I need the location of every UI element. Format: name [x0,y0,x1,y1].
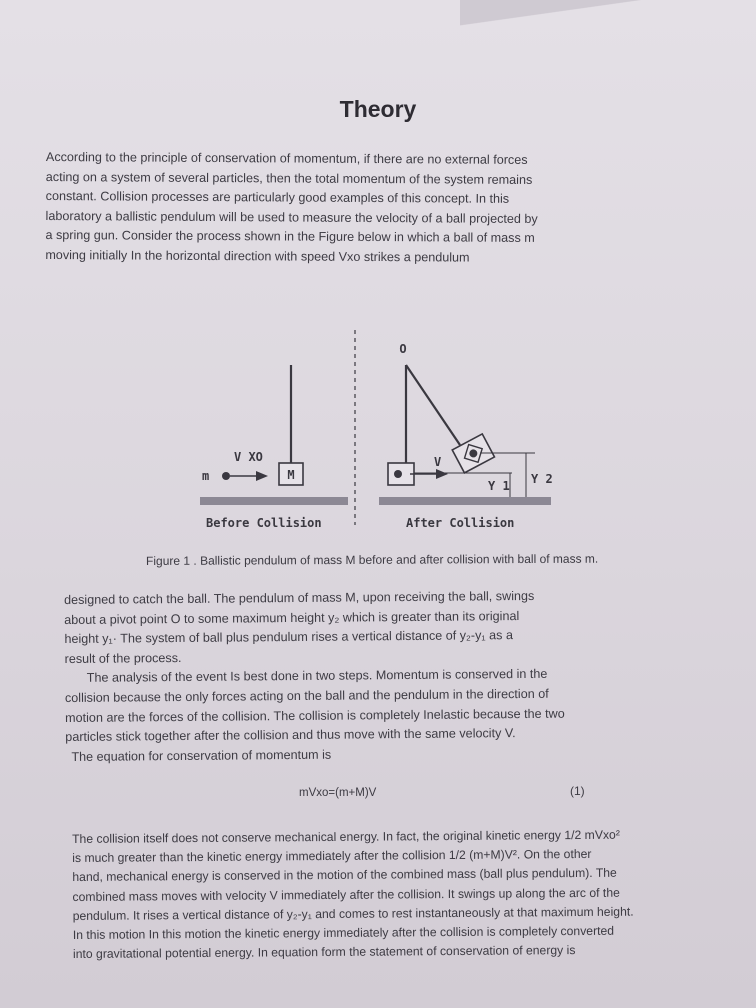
text-line: combined mass moves with velocity V immediately after the collision. It swings up along the arc of the [72,885,620,904]
equation-number: (1) [570,784,585,798]
text-line: about a pivot point O to some maximum height y₂ which is greater than its original [64,608,520,627]
text-line: particles stick together after the collision and thus move with the same velocity V. [65,726,516,745]
ball-in-block-rest [394,470,402,478]
text-line: laboratory a ballistic pendulum will be used to measure the velocity of a ball projected by [45,208,538,226]
text-line: height y₁· The system of ball plus pendulum rises a vertical distance of y₂-y₁ as a [64,628,514,647]
momentum-equation: mVxo=(m+M)V [299,787,377,799]
label-O: O [399,342,407,356]
label-V: V [434,455,442,469]
label-M: M [287,468,295,482]
intro-paragraph [45,148,606,269]
label-m: m [202,469,210,483]
label-vxo: V XO [234,450,263,464]
text-line: designed to catch the ball. The pendulum of mass M, upon receiving the ball, swings [64,588,535,607]
text-line: moving initially In the horizontal direction with speed Vxo strikes a pendulum [45,247,470,265]
label-y2: Y 2 [531,472,553,486]
text-line: The collision itself does not conserve mechanical energy. In fact, the original kinetic energy 1/2 mVxo² [72,827,620,846]
body-paragraph-4 [72,825,691,964]
text-line: pendulum. It rises a vertical distance of y₂-y₁ and comes to rest instantaneously at that maximum height. [72,904,634,923]
text-line: The analysis of the event Is best done in two steps. Momentum is conserved in the [86,667,548,686]
text-line: result of the process. [64,650,182,666]
ballistic-pendulum-figure [190,325,560,537]
text-line: The equation for conservation of momentum is [71,747,332,764]
page-fold-shadow [460,0,756,30]
text-line: In this motion In this motion the kinetic energy immediately after the collision is completely converted [72,923,615,943]
ball-before [222,472,230,480]
figure-caption: Figure 1 . Ballistic pendulum of mass M before and after collision with ball of mass m. [146,551,599,568]
floor-hatch-after [379,497,551,505]
text-line: into gravitational potential energy. In equation form the statement of conservation of energy is [72,943,576,962]
floor-hatch-before [200,497,348,505]
text-line: acting on a system of several particles, then the total momentum of the system remains [45,169,533,187]
text-line: is much greater than the kinetic energy immediately after the collision 1/2 (m+M)V². On the other [72,847,592,866]
text-line: a spring gun. Consider the process shown in the Figure below in which a ball of mass m [45,228,535,246]
pendulum-rod-after [406,365,460,445]
before-collision-label: Before Collision [206,516,322,530]
text-line: collision because the only forces acting on the ball and the pendulum in the direction of [64,686,549,705]
text-line: hand, mechanical energy is conserved in the motion of the combined mass (ball plus pendulum). The [72,866,617,885]
velocity-arrowhead-after [436,469,448,479]
label-y1: Y 1 [488,479,510,493]
after-collision-label: After Collision [406,516,515,530]
page-title: Theory [339,96,417,122]
text-line: constant. Collision processes are particularly good examples of this concept. In this [45,189,510,207]
body-paragraph-2 [64,586,626,767]
text-line: According to the principle of conservation of momentum, if there are no external forces [45,149,528,167]
velocity-arrowhead [256,471,268,481]
text-line: motion are the forces of the collision. The collision is completely Inelastic because the two [65,706,565,725]
